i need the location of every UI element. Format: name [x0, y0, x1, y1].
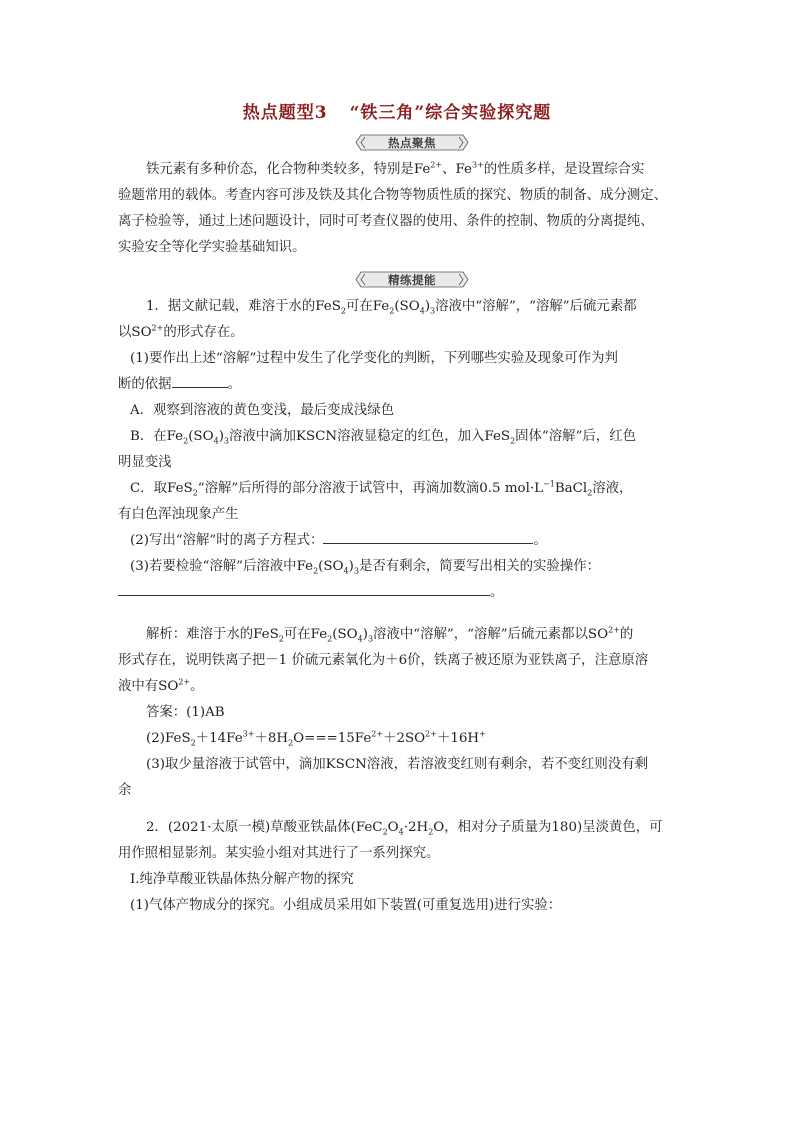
badge-focus — [355, 134, 469, 151]
subscript: 2 — [587, 488, 593, 498]
charge: 2+ — [178, 677, 191, 687]
text: 溶液， — [592, 481, 633, 496]
answer-label: 答案：(1)AB — [146, 705, 225, 720]
subscript: 4 — [357, 634, 363, 644]
charge: 2+ — [430, 160, 443, 170]
text: 用作照相显影剂。某实验小组对其进行了一系列探究。 — [118, 846, 440, 861]
subscript: 2 — [278, 634, 284, 644]
text: (1)要作出上述“溶解”过程中发生了化学变化的判断，下列哪些实验及现象可作为判 — [130, 351, 618, 366]
text: 1．据文献记载，难溶于水的FeS — [146, 299, 341, 314]
text: 固体“溶解”后，红色 — [515, 429, 636, 444]
charge: 2+ — [151, 323, 164, 333]
exponent: −1 — [543, 479, 555, 489]
subscript: 2 — [313, 566, 319, 576]
sep: 、 — [442, 162, 456, 177]
badge-practice — [355, 271, 469, 288]
subscript: 2 — [510, 436, 516, 446]
text: 的 — [619, 627, 634, 642]
text: 可在Fe — [345, 299, 390, 314]
equation: (2)FeS — [146, 731, 191, 746]
text: 溶液中“溶解”，“溶解”后硫元素都以SO — [373, 627, 609, 642]
charge: 3+ — [471, 160, 484, 170]
text: 解析：难溶于水的FeS — [146, 627, 279, 642]
analysis-section — [118, 622, 676, 804]
text: ) — [218, 429, 224, 444]
page-title — [0, 98, 794, 123]
text: 有白色浑浊现象产生 — [118, 507, 239, 522]
text: 。 — [533, 533, 547, 548]
charge: 3+ — [242, 729, 255, 739]
text: ＋2SO — [383, 731, 426, 746]
subscript: 4 — [419, 306, 425, 316]
subscript: 4 — [343, 566, 349, 576]
subscript: 3 — [367, 634, 374, 644]
text: (1)气体产物成分的探究。小组成员采用如下装置(可重复选用)进行实验： — [130, 898, 562, 913]
ion-fe: Fe — [455, 162, 472, 177]
text: 以SO — [118, 325, 152, 340]
text: ＋8H — [254, 731, 289, 746]
intro-line-1: 铁元素有多种价态，化合物种类较多，特别是 — [146, 162, 414, 177]
text: 形式存在，说明铁离子把－1 价硫元素氧化为＋6价，铁离子被还原为亚铁离子，注意原溶 — [118, 653, 649, 668]
text: 溶液中“溶解”，“溶解”后硫元素都 — [435, 299, 637, 314]
text: ) — [348, 559, 354, 574]
text: 。 — [227, 377, 241, 392]
subscript: 3 — [223, 436, 230, 446]
text: 可在Fe — [283, 627, 328, 642]
ion-fe: Fe — [413, 162, 431, 177]
title-main: “铁三角”综合实验探究题 — [349, 103, 552, 123]
subscript: 2 — [340, 306, 346, 316]
text: “溶解”后所得的部分溶液于试管中，再滴加数滴0.5 mol·L — [197, 481, 544, 496]
badge-focus-label: 热点聚焦 — [388, 135, 436, 150]
text: 。 — [190, 679, 204, 694]
answer-blank[interactable] — [118, 581, 490, 596]
subscript: 3 — [353, 566, 359, 576]
text: (SO — [394, 299, 420, 314]
text: O，相对分子质量为180)呈淡黄色，可 — [433, 820, 663, 835]
subscript: 2 — [327, 634, 333, 644]
text: 。 — [490, 585, 504, 600]
text: 液中有SO — [118, 679, 179, 694]
text: BaCl — [554, 481, 588, 496]
text: O — [387, 820, 399, 835]
text: (SO — [318, 559, 344, 574]
question-1 — [118, 294, 676, 606]
text: O===15Fe — [293, 731, 372, 746]
subscript: 2 — [190, 738, 196, 748]
text: 的形式存在。 — [163, 325, 244, 340]
text: 是否有剩余，简要写出相关的实验操作： — [358, 559, 600, 574]
intro-paragraph — [118, 157, 676, 261]
charge: 2+ — [371, 729, 384, 739]
subscript: 2 — [183, 436, 189, 446]
question-2 — [118, 815, 676, 919]
subscript: 2 — [192, 488, 198, 498]
text: (3)取少量溶液于试管中，滴加KSCN溶液，若溶液变红则有剩余，若不变红则没有剩 — [146, 757, 648, 772]
text: 溶液中滴加KSCN溶液显稳定的红色，加入FeS — [229, 429, 511, 444]
intro-line-3: 离子检验等，通过上述问题设计，同时可考查仪器的使用、条件的控制、物质的分离提纯、 — [118, 214, 654, 229]
intro-line-4: 实验安全等化学实验基础知识。 — [118, 240, 306, 255]
option-c: C．取FeS — [130, 481, 193, 496]
answer-blank[interactable] — [172, 373, 228, 388]
text: ) — [424, 299, 431, 314]
text: (SO — [332, 627, 358, 642]
text: (2)写出“溶解”时的离子方程式： — [130, 533, 324, 548]
charge: 2+ — [608, 625, 620, 635]
badge-practice-label: 精练提能 — [388, 272, 436, 287]
text: 断的依据 — [118, 377, 172, 392]
intro-line-1b: 的性质多样，是设置综合实 — [483, 162, 645, 177]
charge: 2+ — [425, 729, 437, 739]
subscript: 2 — [428, 827, 434, 837]
text: ＋16H — [436, 731, 480, 746]
text: ·2H — [403, 820, 429, 835]
text: ) — [362, 627, 368, 642]
intro-line-2: 验题常用的载体。考查内容可涉及铁及其化合物等物质性质的探究、物质的制备、成分测定、 — [118, 188, 668, 203]
subscript: 2 — [288, 738, 294, 748]
text: (3)若要检验“溶解”后溶液中Fe — [130, 559, 314, 574]
charge: + — [479, 729, 486, 739]
subscript: 3 — [430, 306, 436, 316]
text: 余 — [118, 783, 132, 798]
section-heading: Ⅰ.纯净草酸亚铁晶体热分解产物的探究 — [130, 872, 354, 887]
option-a: A．观察到溶液的黄色变浅，最后变成浅绿色 — [130, 403, 395, 418]
subscript: 2 — [389, 306, 395, 316]
answer-blank[interactable] — [323, 529, 533, 544]
text: 2．(2021·太原一模)草酸亚铁晶体(FeC — [146, 820, 383, 835]
subscript: 2 — [382, 827, 388, 837]
subscript: 4 — [213, 436, 219, 446]
text: (SO — [188, 429, 214, 444]
text: ＋14Fe — [195, 731, 243, 746]
title-prefix: 热点题型3 — [242, 103, 328, 123]
text: 明显变浅 — [118, 455, 172, 470]
option-b: B．在Fe — [130, 429, 184, 444]
subscript: 4 — [398, 827, 404, 837]
